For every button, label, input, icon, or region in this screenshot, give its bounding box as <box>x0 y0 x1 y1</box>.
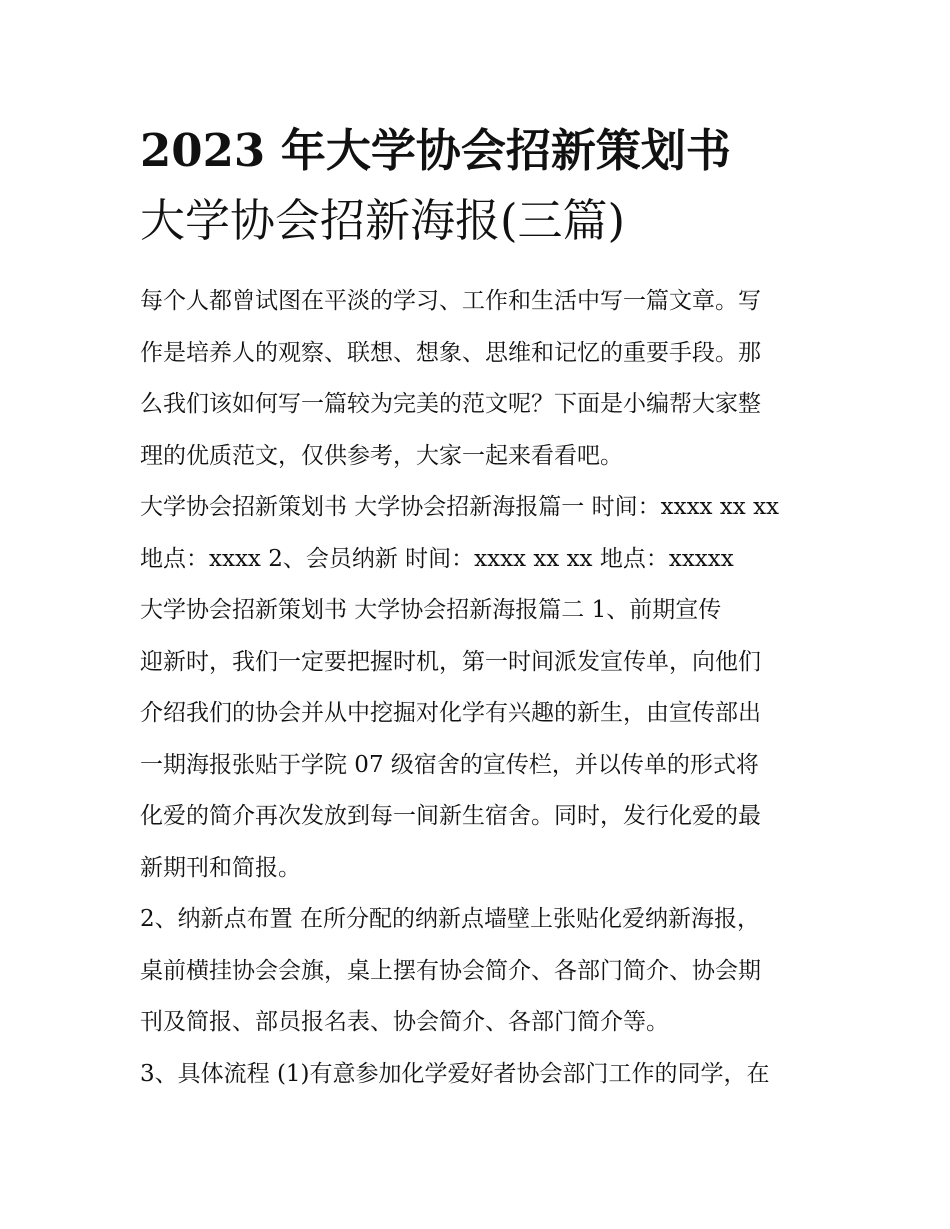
text-line: 3、具体流程 (1)有意参加化学爱好者协会部门工作的同学，在 <box>140 1060 770 1087</box>
text-line: 桌前横挂协会会旗，桌上摆有协会简介、各部门简介、协会期 <box>140 957 761 984</box>
title-line-2: 大学协会招新海报(三篇) <box>140 194 626 247</box>
document-body <box>140 276 820 1100</box>
text-line: 化爱的简介再次发放到每一间新生宿舍。同时，发行化爱的最 <box>140 803 761 829</box>
text-line: 理的优质范文，仅供参考，大家一起来看看吧。 <box>140 442 623 469</box>
text-line: 迎新时，我们一定要把握时机，第一时间派发宣传单，向他们 <box>140 648 761 675</box>
text-line: 地点：xxxx 2、会员纳新 时间：xxxx xx xx 地点：xxxxx <box>140 545 734 572</box>
text-line: 大学协会招新策划书 大学协会招新海报篇二 1、前期宣传 <box>140 597 722 623</box>
text-line: 每个人都曾试图在平淡的学习、工作和生活中写一篇文章。写 <box>140 288 761 314</box>
text-line: 么我们该如何写一篇较为完美的范文呢？下面是小编帮大家整 <box>140 391 761 417</box>
text-line: 刊及简报、部员报名表、协会简介、各部门简介等。 <box>140 1009 669 1035</box>
paragraph-intro <box>140 276 820 482</box>
paragraph-setup <box>140 894 820 1049</box>
text-line: 介绍我们的协会并从中挖掘对化学有兴趣的新生，由宣传部出 <box>140 700 761 726</box>
title-line-1: 2023 年大学协会招新策划书 <box>140 124 731 177</box>
paragraph-part-one <box>140 482 820 585</box>
document-title <box>140 116 840 256</box>
paragraph-part-two <box>140 585 820 894</box>
text-line: 2、纳新点布置 在所分配的纳新点墙壁上张贴化爱纳新海报， <box>140 906 760 932</box>
text-line: 大学协会招新策划书 大学协会招新海报篇一 时间：xxxx xx xx <box>140 494 780 520</box>
text-line: 作是培养人的观察、联想、想象、思维和记忆的重要手段。那 <box>140 339 761 366</box>
text-line: 新期刊和简报。 <box>140 854 301 881</box>
text-line: 一期海报张贴于学院 07 级宿舍的宣传栏，并以传单的形式将 <box>140 751 759 778</box>
paragraph-process <box>140 1049 820 1101</box>
